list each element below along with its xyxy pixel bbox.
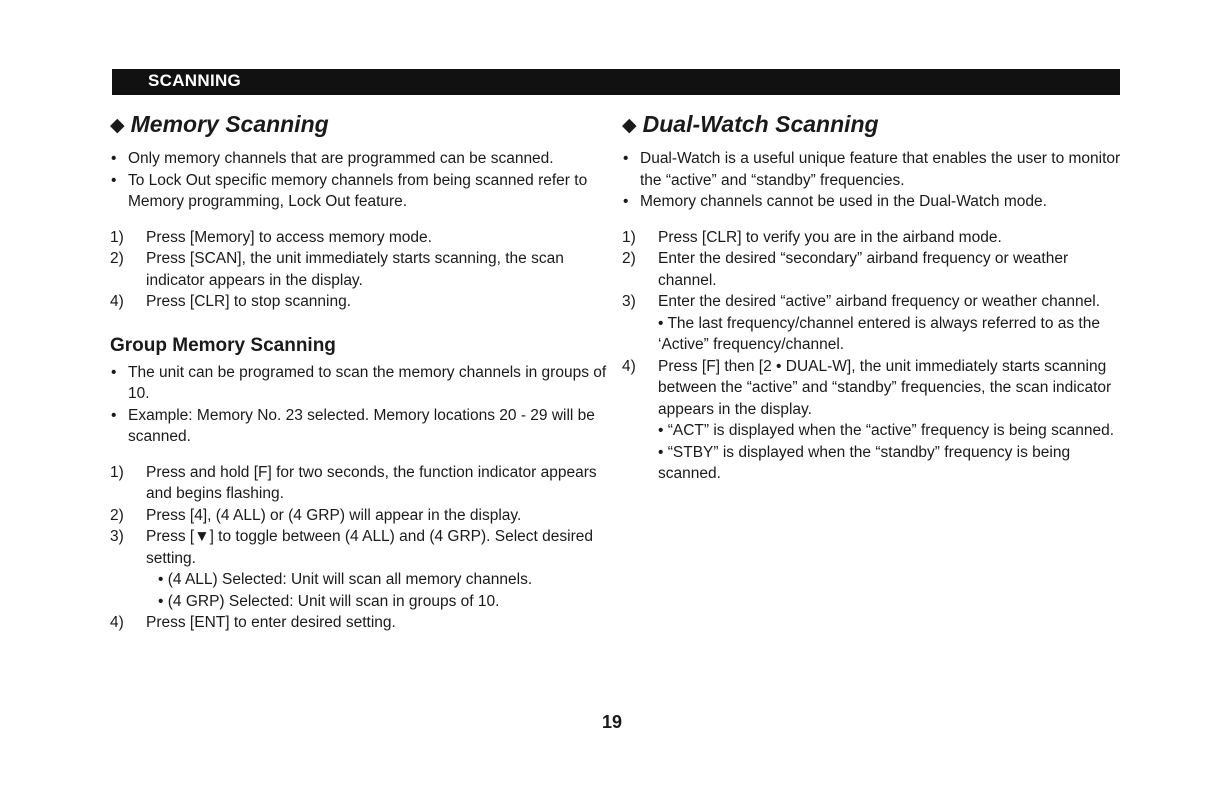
step-text: Press [ENT] to enter desired setting. <box>146 614 396 631</box>
right-column <box>622 108 1122 485</box>
bullet-item: • Memory channels cannot be used in the Dual-Watch mode. <box>622 191 1122 213</box>
step-text: Press [CLR] to stop scanning. <box>146 293 352 310</box>
group-memory-scanning-heading: Group Memory Scanning <box>110 334 336 356</box>
page-number: 19 <box>602 712 623 732</box>
step-item <box>110 462 610 505</box>
step-item <box>622 248 1122 291</box>
dual-watch-heading-text: Dual-Watch Scanning <box>642 111 879 137</box>
group-memory-bullets <box>110 362 610 448</box>
bullet-item: • Only memory channels that are programmed can be scanned. <box>110 148 610 170</box>
step-subnote: • (4 GRP) Selected: Unit will scan in groups of 10. <box>158 592 500 610</box>
step-number: 3) <box>110 528 124 545</box>
bullet-item: • Example: Memory No. 23 selected. Memory locations 20 - 29 will be scanned. <box>110 405 610 448</box>
step-item <box>622 291 1122 356</box>
step-item <box>110 526 610 612</box>
step-subnote: • The last frequency/channel entered is always referred to as the ‘Active” frequency/channel. <box>658 314 1100 353</box>
diamond-bullet-icon: ◆ <box>622 115 637 136</box>
step-text: Press [F] then [2 • DUAL-W], the unit immediately starts scanning between the “active” and “standby” frequencies, the scan indicator appears in the display. <box>658 357 1112 418</box>
step-item <box>622 356 1122 485</box>
step-item <box>622 227 1122 249</box>
step-number: 4) <box>110 614 124 631</box>
section-header-bar <box>112 69 1120 95</box>
step-text: Press [CLR] to verify you are in the airband mode. <box>658 228 1002 246</box>
bullet-item: • To Lock Out specific memory channels from being scanned refer to Memory programming, Lock Out feature. <box>110 170 610 213</box>
left-column <box>110 108 610 634</box>
step-text: Press [4], (4 ALL) or (4 GRP) will appear in the display. <box>146 506 522 524</box>
step-number: 4) <box>622 357 636 375</box>
memory-scanning-steps <box>110 227 610 313</box>
dual-watch-bullets <box>622 148 1122 213</box>
dual-watch-steps <box>622 227 1122 485</box>
section-title: SCANNING <box>148 71 242 90</box>
group-memory-steps <box>110 462 610 634</box>
bullet-item: • Dual-Watch is a useful unique feature that enables the user to monitor the “active” and “standby” frequencies. <box>622 148 1122 191</box>
step-number: 1) <box>622 228 636 246</box>
step-subnote: • “ACT” is displayed when the “active” frequency is being scanned. <box>658 422 1115 439</box>
step-number: 2) <box>110 250 124 267</box>
step-text: Enter the desired “secondary” airband frequency or weather channel. <box>658 250 1069 289</box>
step-number: 4) <box>110 293 124 310</box>
step-item <box>110 612 610 634</box>
step-text: Press [▼] to toggle between (4 ALL) and (4 GRP). Select desired setting. <box>146 528 593 567</box>
step-text: Enter the desired “active” airband frequency or weather channel. <box>658 293 1100 310</box>
diamond-bullet-icon: ◆ <box>110 115 125 136</box>
step-item <box>110 227 610 249</box>
step-number: 2) <box>622 250 636 267</box>
step-item <box>110 248 610 291</box>
dual-watch-heading <box>622 108 1122 142</box>
step-number: 3) <box>622 293 636 310</box>
memory-scanning-heading <box>110 108 610 142</box>
memory-scanning-bullets <box>110 148 610 213</box>
step-number: 1) <box>110 228 124 246</box>
memory-scanning-heading-text: Memory Scanning <box>130 111 329 137</box>
step-text: Press [Memory] to access memory mode. <box>146 228 432 246</box>
step-number: 2) <box>110 506 124 524</box>
step-number: 1) <box>110 463 124 481</box>
step-text: Press [SCAN], the unit immediately starts scanning, the scan indicator appears in the display. <box>146 250 564 289</box>
step-subnote: • (4 ALL) Selected: Unit will scan all memory channels. <box>158 571 533 588</box>
step-text: Press and hold [F] for two seconds, the function indicator appears and begins flashing. <box>146 463 597 502</box>
bullet-item: • The unit can be programed to scan the memory channels in groups of 10. <box>110 362 610 405</box>
step-item <box>110 291 610 313</box>
step-item <box>110 505 610 527</box>
step-subnote: • “STBY” is displayed when the “standby” frequency is being scanned. <box>658 443 1071 482</box>
